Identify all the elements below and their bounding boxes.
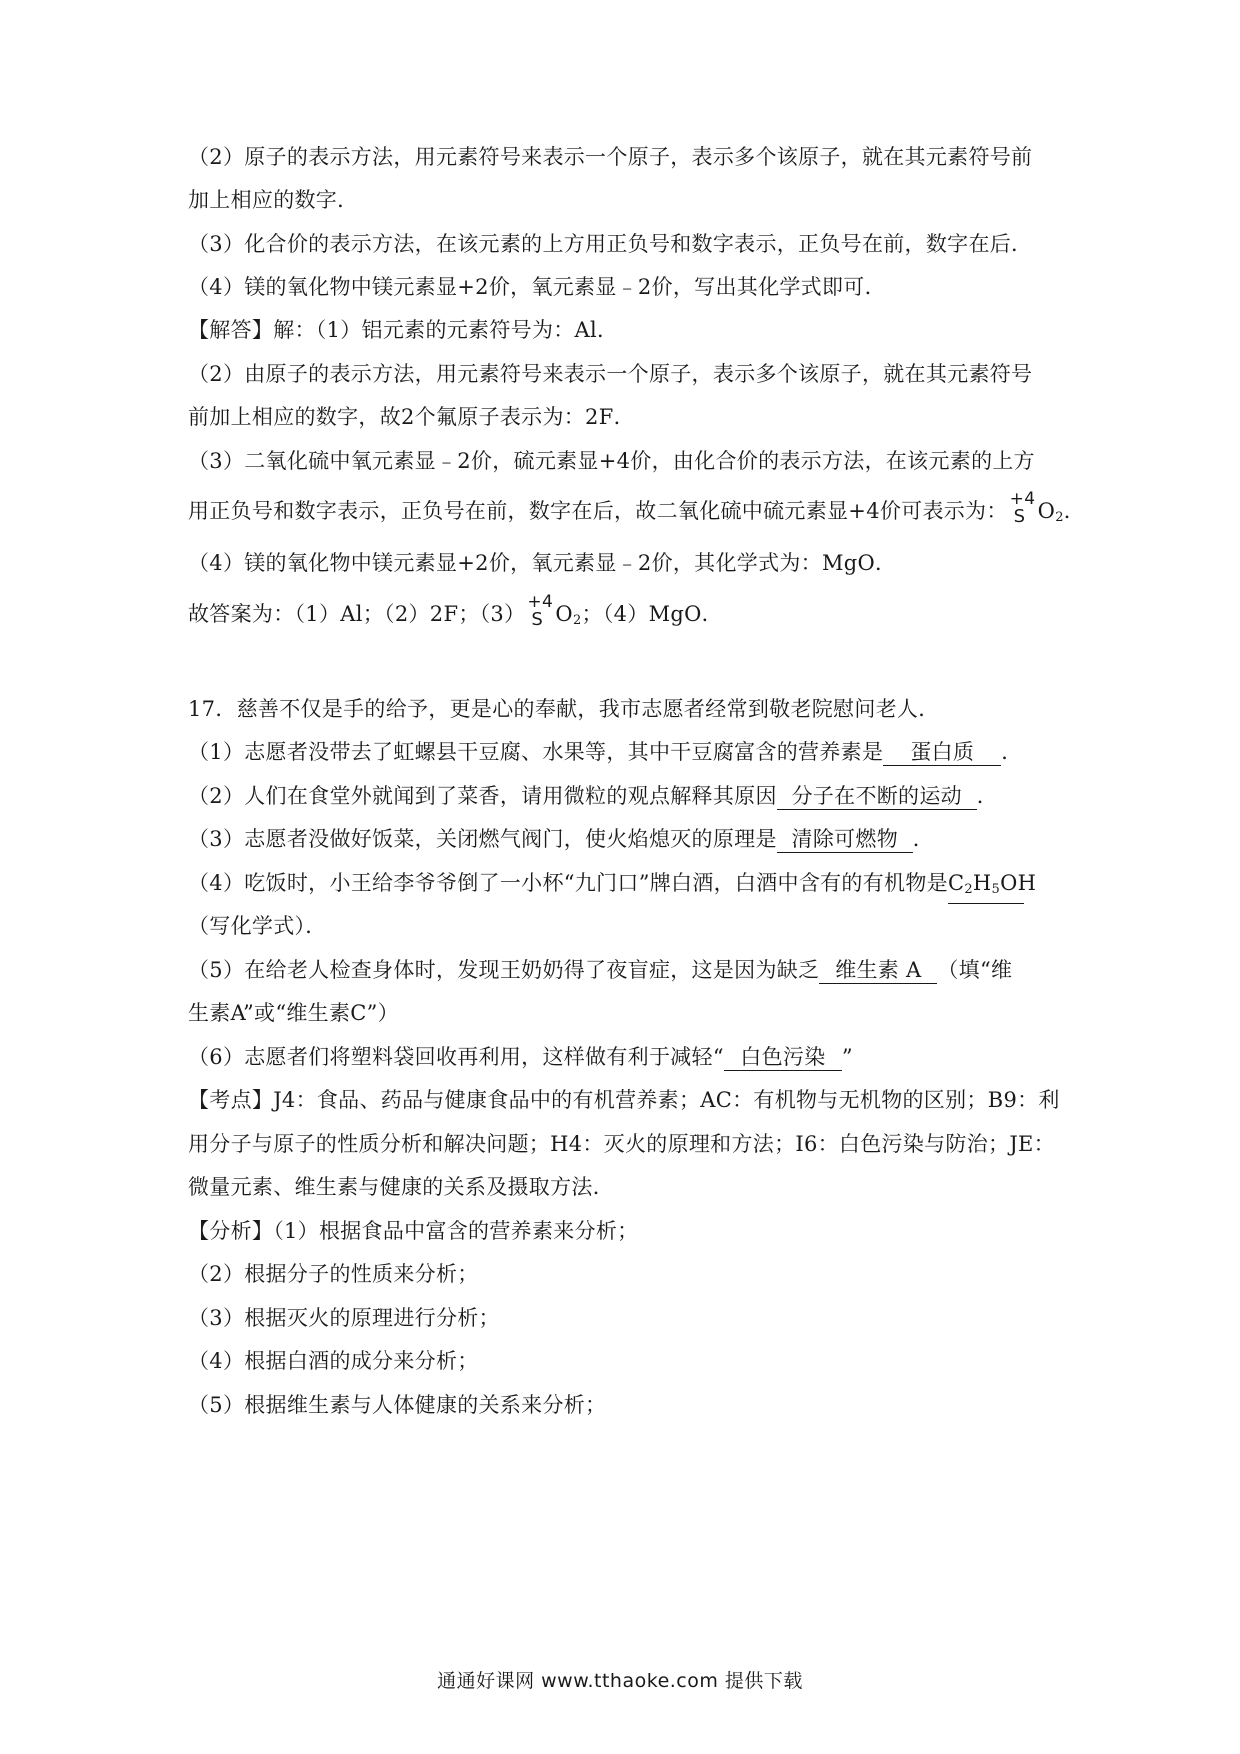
- text-line: （3）化合价的表示方法，在该元素的上方用正负号和数字表示，正负号在前，数字在后．: [188, 232, 1033, 256]
- text-line: 前加上相应的数字，故2个氟原子表示为：2F．: [188, 405, 635, 429]
- valence-notation: +4 S: [527, 592, 554, 630]
- answer-blank: 清除可燃物: [777, 826, 913, 853]
- answer-blank: 维生素 A: [819, 957, 937, 984]
- text-line: （2）由原子的表示方法，用元素符号来表示一个原子，表示多个该原子，就在其元素符号: [188, 362, 1033, 386]
- text-line: 加上相应的数字．: [188, 188, 359, 212]
- analysis-line: 【分析】（1）根据食品中富含的营养素来分析；: [188, 1219, 639, 1243]
- text-line-valence: 用正负号和数字表示，正负号在前，数字在后，故二氧化硫中硫元素显+4价可表示为： +4 S $O_2$．: [188, 489, 1086, 527]
- analysis-line: （2）根据分子的性质来分析；: [188, 1262, 479, 1286]
- answer-blank: $C_2H_5OH$: [948, 870, 1024, 904]
- knowledge-points-line: 用分子与原子的性质分析和解决问题；H4：灭火的原理和方法；I6：白色污染与防治；JE：: [188, 1132, 1055, 1156]
- text-line: （2）原子的表示方法，用元素符号来表示一个原子，表示多个该原子，就在其元素符号前: [188, 145, 1033, 169]
- text-line: （3）二氧化硫中氧元素显﹣2价，硫元素显+4价，由化合价的表示方法，在该元素的上方: [188, 449, 1035, 473]
- text-segment: 用正负号和数字表示，正负号在前，数字在后，故二氧化硫中硫元素显+4价可表示为：: [188, 499, 1008, 523]
- valence-notation: +4 S: [1009, 489, 1036, 527]
- analysis-line: （3）根据灭火的原理进行分析；: [188, 1306, 500, 1330]
- text-line: （4）镁的氧化物中镁元素显+2价，氧元素显﹣2价，其化学式为：MgO．: [188, 551, 897, 575]
- text-line: （4）镁的氧化物中镁元素显+2价，氧元素显﹣2价，写出其化学式即可．: [188, 275, 886, 299]
- analysis-line: （4）根据白酒的成分来分析；: [188, 1349, 479, 1373]
- analysis-line: （5）根据维生素与人体健康的关系来分析；: [188, 1393, 607, 1417]
- question-part-6: （6）志愿者们将塑料袋回收再利用，这样做有利于减轻“ 白色污染 ”: [188, 1045, 853, 1069]
- text-line: （写化学式）．: [188, 914, 327, 938]
- question-part-1: （1）志愿者没带去了虹螺县干豆腐、水果等，其中干豆腐富含的营养素是 蛋白质 ．: [188, 740, 1023, 764]
- question-part-5: （5）在给老人检查身体时，发现王奶奶得了夜盲症，这是因为缺乏 维生素 A （填“维: [188, 958, 1013, 982]
- knowledge-points-line: 【考点】J4：食品、药品与健康食品中的有机营养素；AC：有机物与无机物的区别；B9：利: [188, 1088, 1060, 1112]
- question-17-title: 17．慈善不仅是手的给予，更是心的奉献，我市志愿者经常到敬老院慰问老人．: [188, 697, 940, 721]
- knowledge-points-line: 微量元素、维生素与健康的关系及摄取方法．: [188, 1175, 614, 1199]
- answer-blank: 分子在不断的运动: [777, 783, 977, 810]
- question-part-2: （2）人们在食堂外就闻到了菜香，请用微粒的观点解释其原因 分子在不断的运动 ．: [188, 784, 999, 808]
- text-line: 生素A”或“维生素C”）: [188, 1001, 399, 1025]
- question-part-3: （3）志愿者没做好饭菜，关闭燃气阀门，使火焰熄灭的原理是 清除可燃物 ．: [188, 827, 935, 851]
- final-answer-line: 故答案为：（1）Al；（2）2F；（3） +4 S $O_2$；（4）MgO．: [188, 592, 723, 630]
- answer-blank: 蛋白质: [883, 739, 1001, 766]
- answer-blank: 白色污染: [724, 1044, 842, 1071]
- question-part-4: （4）吃饭时，小王给李爷爷倒了一小杯“九门口”牌白酒，白酒中含有的有机物是$C_2H_5OH$: [188, 866, 1068, 904]
- answer-heading-line: 【解答】解：（1）铝元素的元素符号为：Al．: [188, 318, 619, 342]
- page-footer: 通通好课网 www.tthaoke.com 提供下载: [437, 1670, 803, 1692]
